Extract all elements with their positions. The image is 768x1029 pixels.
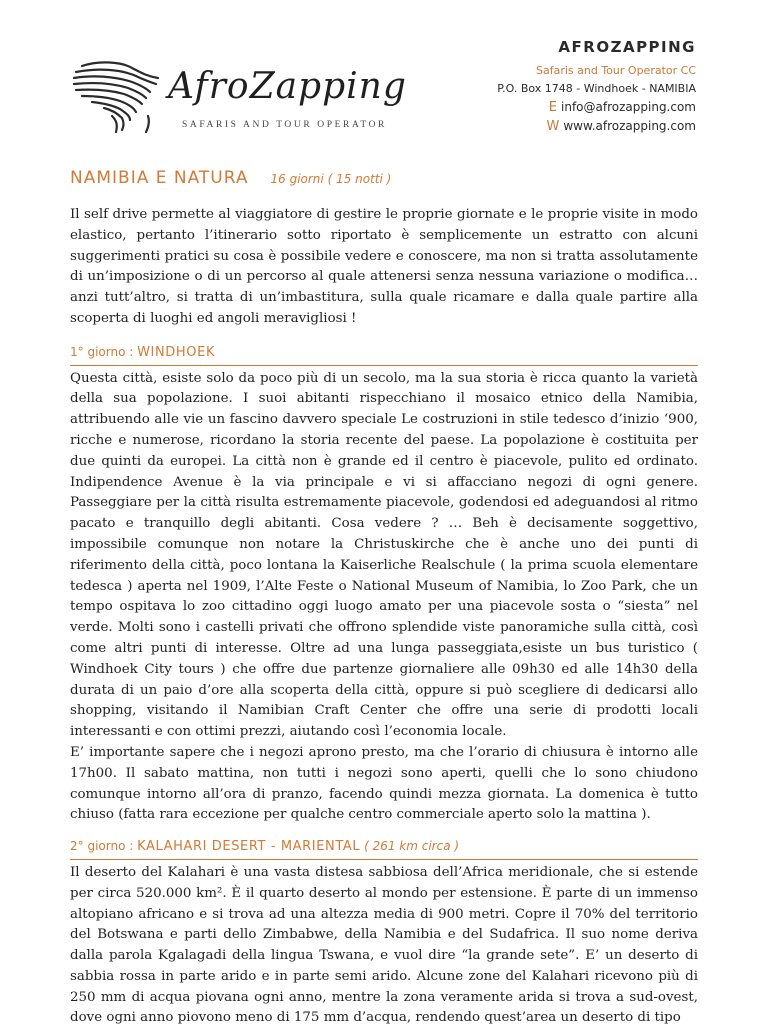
tagline: Safaris and Tour Operator CC — [536, 64, 696, 77]
web-link[interactable]: www.afrozapping.com — [563, 119, 696, 133]
day-label: 2° giorno : — [70, 839, 138, 854]
trip-duration: 16 giorni ( 15 notti ) — [270, 172, 392, 186]
day-heading-2 — [70, 836, 698, 860]
web-line — [497, 117, 696, 136]
day-place: WINDHOEK — [137, 344, 216, 360]
web-label: W — [546, 119, 560, 134]
day-place: KALAHARI DESERT - MARIENTAL — [137, 839, 361, 855]
postal-address: P.O. Box 1748 - Windhoek - NAMIBIA — [497, 82, 696, 95]
day-1-paragraph-2: E’ importante sapere che i negozi aprono presto, ma che l’orario di chiusura è intorno alle 17h00. Il sabato mattina, non tutti i negozi sono aperti, quelli che lo sono chiudono comunque intorno all’ora di pranzo, facendo quindi mezza giornata. La domenica è tutto chiuso (fatta rara eccezione per qualche centro commerciale aperto solo la mattina ). — [70, 744, 698, 823]
africa-map-icon — [70, 58, 162, 138]
logo-subtitle: SAFARIS AND TOUR OPERATOR — [182, 120, 387, 130]
day-1-paragraph-1: Questa città, esiste solo da poco più di un secolo, ma la sua storia è ricca quanto la varietà della sua popolazione. I suoi abitanti rispecchiano il mosaico etnico della Namibia, attribuendo alle vie un fascino davvero speciale Le costruzioni in stile tedesco d’inizio ‘900, ricche e numerose, ricordano la storia recente del paese. La popolazione è costituita per due quinti da europei. La città non è grande ed il centro è piacevole, pulito ed ordinato. Indipendence Avenue è la via principale e vi si affacciano negozi di ogni genere. Passeggiare per la città risulta estremamente piacevole, godendosi ed adeguandosi al ritmo pacato e tranquillo degli abitanti. Cosa vedere ? … Beh è decisamente soggettivo, impossibile comunque non notare la Christuskirche che è anche uno dei punti di riferimento della città, poco lontana la Kaiserliche Realschule ( la prima scuola elementare tedesca ) aperta nel 1909, l’Alte Feste o National Museum of Namibia, lo Zoo Park, che un tempo ospitava lo zoo cittadino oggi luogo amato per una piacevole sosta o “siesta” nel verde. Molti sono i castelli privati che offrono splendide viste panoramiche sulla città, così come altri punti di interesse. Oltre ad una lunga passeggiata,esiste un bus turistico ( Windhoek City tours ) che offre due partenze giornaliere alle 09h30 ed alle 14h30 della durata di un paio d’ore alla scoperta della città, oppure si può scegliere di dedicarsi allo shopping, visitando il Namibian Craft Center che offre una serie di prodotti locali interessanti e con ottimi prezzi, aiutando così l’economia locale. — [70, 370, 698, 740]
trip-name: NAMIBIA E NATURA — [70, 168, 249, 188]
intro-paragraph: Il self drive permette al viaggiatore di gestire le proprie giornate e le proprie visite in modo elastico, pertanto l’itinerario sotto riportato è semplicemente un estratto con alcuni suggerimenti pratici su cosa è possibile vedere e conoscere, ma non si tratta assolutamente di un’imposizione o di un percorso al quale attenersi senza nessuna variazione o modifica… anzi tutt’altro, si tratta di un’imbastitura, sulla quale ricamare e dalla quale partire alla scoperta di luoghi ed angoli meravigliosi ! — [70, 207, 698, 326]
day-distance: ( 261 km circa ) — [360, 839, 460, 854]
day-heading-1 — [70, 342, 698, 366]
email-link[interactable]: info@afrozapping.com — [561, 100, 696, 114]
brand-name: AFROZAPPING — [558, 38, 696, 56]
email-line — [497, 98, 696, 117]
contact-block — [497, 38, 696, 136]
trip-title — [70, 168, 391, 188]
logo-wordmark: AfroZapping — [168, 66, 407, 107]
day-2-paragraph-1: Il deserto del Kalahari è una vasta distesa sabbiosa dell’Africa meridionale, che si estende per circa 520.000 km². È il quarto deserto al mondo per estensione. È parte di un immenso altopiano africano e si trova ad una altezza media di 900 metri. Copre il 70% del territorio del Botswana e parti dello Zimbabwe, della Namibia e del Sudafrica. Il suo nome deriva dalla parola Kgalagadi della lingua Tswana, e vuol dire “la grande sete”. E’ un deserto di sabbia rossa in parte arido e in parte semi arido. Alcune zone del Kalahari ricevono più di 250 mm di acqua piovana ogni anno, mentre la zona veramente arida si trova a sud-ovest, dove ogni anno piovono meno di 175 mm d’acqua, rendendo quest’area un deserto di tipo — [70, 864, 698, 1026]
day-label: 1° giorno : — [70, 344, 138, 359]
email-label: E — [548, 100, 558, 115]
itinerary-content — [70, 205, 698, 1029]
